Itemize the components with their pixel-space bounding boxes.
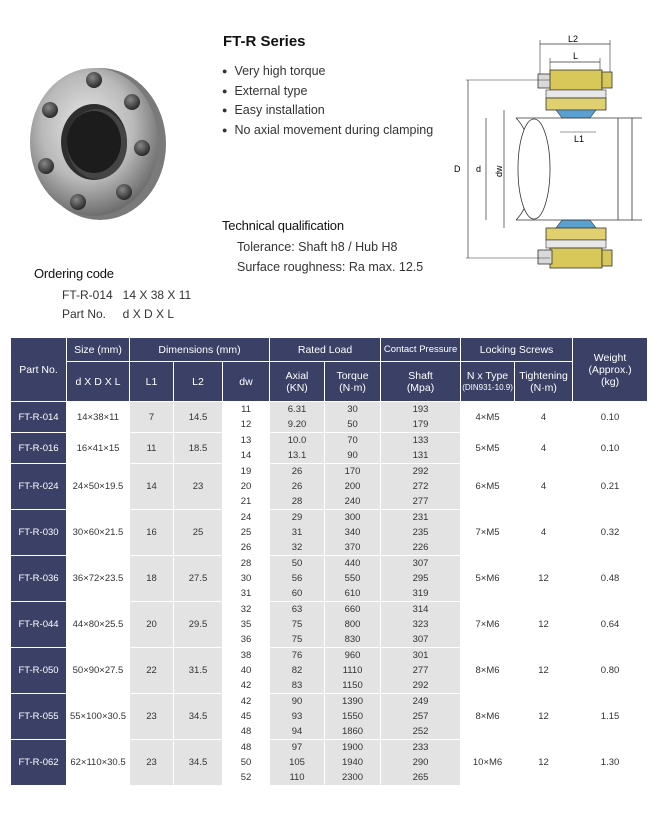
cell-l1: 22 <box>130 648 174 694</box>
cell-torque-value: 300 <box>344 512 361 523</box>
cell-axial <box>270 510 325 556</box>
cell-shaft-value: 277 <box>412 496 429 507</box>
header-part-no: Part No. <box>11 338 67 402</box>
header-axial: Axial (KN) <box>270 362 325 402</box>
cell-l1: 16 <box>130 510 174 556</box>
cell-axial-value: 50 <box>291 558 303 569</box>
cell-axial <box>270 602 325 648</box>
cell-dw-value: 52 <box>240 772 252 783</box>
cell-axial <box>270 464 325 510</box>
cell-screws: 7×M6 <box>461 602 515 648</box>
header-rated-load: Rated Load <box>270 338 381 362</box>
table-row <box>11 556 648 602</box>
cell-axial-value: 56 <box>291 573 303 584</box>
cell-weight: 0.48 <box>573 556 648 602</box>
cell-screws: 10×M6 <box>461 740 515 786</box>
bolt-head-bottom <box>538 250 552 264</box>
cell-dw <box>223 433 270 464</box>
cell-shaft-value: 292 <box>412 680 429 691</box>
cell-dw-value: 31 <box>240 588 252 599</box>
cell-screws: 6×M5 <box>461 464 515 510</box>
cell-size: 55×100×30.5 <box>67 694 130 740</box>
cell-dw-value: 13 <box>240 435 252 446</box>
cell-tightening: 12 <box>515 648 573 694</box>
cell-size: 36×72×23.5 <box>67 556 130 602</box>
cell-axial <box>270 402 325 433</box>
cell-shaft-value: 193 <box>412 404 429 415</box>
cell-tightening: 4 <box>515 433 573 464</box>
cell-size: 62×110×30.5 <box>67 740 130 786</box>
cell-torque <box>325 648 381 694</box>
feature-item: ● External type <box>222 82 433 102</box>
cell-axial-value: 94 <box>291 726 303 737</box>
cell-torque <box>325 602 381 648</box>
cell-shaft <box>381 694 461 740</box>
cell-l1: 7 <box>130 402 174 433</box>
cell-dw <box>223 740 270 786</box>
cell-tightening: 4 <box>515 510 573 556</box>
cell-part-no: FT-R-014 <box>11 402 67 433</box>
table-row <box>11 433 648 464</box>
cell-dw-value: 12 <box>240 419 252 430</box>
table-row <box>11 648 648 694</box>
feature-list <box>222 62 433 140</box>
cell-dw-value: 35 <box>240 619 252 630</box>
cell-shaft <box>381 602 461 648</box>
cell-l2: 14.5 <box>174 402 223 433</box>
cell-l1: 14 <box>130 464 174 510</box>
cell-screws: 5×M6 <box>461 556 515 602</box>
cell-weight: 0.10 <box>573 433 648 464</box>
cell-l2: 23 <box>174 464 223 510</box>
cell-torque <box>325 402 381 433</box>
cell-l1: 20 <box>130 602 174 648</box>
cell-axial-value: 75 <box>291 619 303 630</box>
cell-dw-value: 11 <box>241 404 251 415</box>
cell-torque-value: 90 <box>347 450 358 461</box>
cell-dw-value: 21 <box>240 496 252 507</box>
cell-torque-value: 830 <box>344 634 361 645</box>
cell-dw <box>223 464 270 510</box>
cell-dw-value: 19 <box>240 466 252 477</box>
spec-table-body <box>11 402 648 786</box>
cell-weight: 0.21 <box>573 464 648 510</box>
cell-torque-value: 1860 <box>341 726 364 737</box>
header-l2: L2 <box>174 362 223 402</box>
cell-torque-value: 1550 <box>341 711 364 722</box>
cell-axial <box>270 648 325 694</box>
cell-weight: 1.30 <box>573 740 648 786</box>
header-size: Size (mm) <box>67 338 130 362</box>
cell-torque <box>325 556 381 602</box>
cell-torque-value: 1390 <box>341 696 364 707</box>
cell-part-no: FT-R-016 <box>11 433 67 464</box>
series-title: FT-R Series <box>223 33 306 50</box>
cell-l2: 27.5 <box>174 556 223 602</box>
cell-part-no: FT-R-044 <box>11 602 67 648</box>
cell-axial-value: 63 <box>291 604 303 615</box>
feature-item: ● Very high torque <box>222 62 433 82</box>
label-dw: dw <box>494 165 504 177</box>
cell-size: 50×90×27.5 <box>67 648 130 694</box>
cell-dw <box>223 402 270 433</box>
ordering-line: FT-R-014 14 X 38 X 11 <box>62 288 192 302</box>
cell-shaft <box>381 510 461 556</box>
cell-shaft-value: 249 <box>412 696 429 707</box>
cell-torque-value: 240 <box>344 496 361 507</box>
cell-weight: 0.32 <box>573 510 648 556</box>
cell-shaft-value: 292 <box>412 466 429 477</box>
cell-torque-value: 660 <box>344 604 361 615</box>
cell-axial-value: 75 <box>291 634 303 645</box>
cell-dw-value: 42 <box>240 680 252 691</box>
cell-torque-value: 30 <box>347 404 358 415</box>
cell-part-no: FT-R-062 <box>11 740 67 786</box>
cell-shaft-value: 323 <box>412 619 429 630</box>
cell-shaft-value: 179 <box>412 419 429 430</box>
table-row <box>11 510 648 556</box>
cell-shaft-value: 307 <box>412 558 429 569</box>
table-row <box>11 464 648 510</box>
cell-torque <box>325 464 381 510</box>
cell-dw <box>223 648 270 694</box>
cell-screws: 7×M5 <box>461 510 515 556</box>
cell-axial-value: 32 <box>291 542 303 553</box>
cell-axial-value: 90 <box>291 696 303 707</box>
cell-dw-value: 30 <box>240 573 252 584</box>
table-row <box>11 740 648 786</box>
cell-shaft-value: 233 <box>412 742 429 753</box>
cell-torque-value: 1110 <box>342 665 363 676</box>
outer-ring-bottom <box>550 248 602 268</box>
cell-torque-value: 200 <box>344 481 361 492</box>
cell-part-no: FT-R-036 <box>11 556 67 602</box>
cell-axial-value: 28 <box>291 496 303 507</box>
cell-axial-value: 60 <box>291 588 303 599</box>
cone-top <box>556 110 596 118</box>
cell-torque-value: 960 <box>344 650 361 661</box>
cell-axial <box>270 433 325 464</box>
label-l: L <box>573 51 579 61</box>
cell-part-no: FT-R-050 <box>11 648 67 694</box>
cell-torque-value: 800 <box>344 619 361 630</box>
header-shaft: Shaft (Mpa) <box>381 362 461 402</box>
cell-torque <box>325 740 381 786</box>
cell-dw-value: 42 <box>240 696 252 707</box>
cell-torque-value: 70 <box>347 435 358 446</box>
cell-axial-value: 13.1 <box>287 450 307 461</box>
cell-torque-value: 1940 <box>341 757 364 768</box>
cell-weight: 0.10 <box>573 402 648 433</box>
cell-axial-value: 76 <box>291 650 303 661</box>
cell-shaft <box>381 433 461 464</box>
cell-weight: 0.64 <box>573 602 648 648</box>
cell-dw <box>223 694 270 740</box>
cell-dw-value: 20 <box>240 481 252 492</box>
cell-tightening: 4 <box>515 402 573 433</box>
cell-l2: 25 <box>174 510 223 556</box>
feature-item: ● Easy installation <box>222 101 433 121</box>
label-D: D <box>454 164 461 174</box>
feature-item: ● No axial movement during clamping <box>222 121 433 141</box>
cell-shaft-value: 277 <box>412 665 429 676</box>
cell-axial-value: 9.20 <box>287 419 307 430</box>
cell-axial-value: 29 <box>291 512 303 523</box>
table-row <box>11 602 648 648</box>
cell-axial-value: 83 <box>291 680 303 691</box>
cell-shaft-value: 235 <box>412 527 429 538</box>
cell-dw <box>223 510 270 556</box>
table-row <box>11 694 648 740</box>
cell-torque <box>325 510 381 556</box>
cell-screws: 8×M6 <box>461 648 515 694</box>
cell-l2: 31.5 <box>174 648 223 694</box>
cell-tightening: 4 <box>515 464 573 510</box>
ordering-line: Part No. d X D X L <box>62 307 175 321</box>
cell-shaft-value: 252 <box>412 726 429 737</box>
cell-weight: 1.15 <box>573 694 648 740</box>
cell-axial <box>270 694 325 740</box>
cell-axial-value: 82 <box>291 665 303 676</box>
cell-torque <box>325 433 381 464</box>
header-contact-pressure: Contact Pressure <box>381 338 461 362</box>
header-dw: dw <box>223 362 270 402</box>
cell-dw-value: 24 <box>240 512 252 523</box>
cell-dw-value: 40 <box>240 665 252 676</box>
ordering-title: Ordering code <box>34 266 114 281</box>
cell-torque-value: 170 <box>344 466 361 477</box>
header-weight: Weight (Approx.) (kg) <box>573 338 648 402</box>
cell-size: 24×50×19.5 <box>67 464 130 510</box>
spec-table <box>10 337 648 786</box>
cell-dw-value: 48 <box>240 726 252 737</box>
cell-size: 30×60×21.5 <box>67 510 130 556</box>
cell-axial-value: 26 <box>291 466 303 477</box>
cell-l2: 34.5 <box>174 740 223 786</box>
cell-tightening: 12 <box>515 694 573 740</box>
header-l1: L1 <box>130 362 174 402</box>
cell-torque-value: 2300 <box>341 772 364 783</box>
cell-shaft-value: 257 <box>412 711 429 722</box>
cross-section-diagram <box>446 30 646 290</box>
cell-size: 16×41×15 <box>67 433 130 464</box>
technical-title: Technical qualification <box>222 218 344 233</box>
cell-axial-value: 97 <box>291 742 303 753</box>
cell-axial-value: 110 <box>289 772 305 783</box>
cell-l2: 34.5 <box>174 694 223 740</box>
technical-lines <box>237 237 423 277</box>
cell-shaft-value: 307 <box>412 634 429 645</box>
cell-dw-value: 14 <box>240 450 252 461</box>
cell-screws: 5×M5 <box>461 433 515 464</box>
label-d: d <box>476 164 482 174</box>
cell-shaft-value: 319 <box>412 588 429 599</box>
cell-shaft-value: 272 <box>412 481 429 492</box>
cell-size: 14×38×11 <box>67 402 130 433</box>
cell-axial-value: 26 <box>291 481 303 492</box>
header-dimensions: Dimensions (mm) <box>130 338 270 362</box>
cell-shaft-value: 301 <box>412 650 429 661</box>
cell-shaft-value: 290 <box>412 757 429 768</box>
cell-weight: 0.80 <box>573 648 648 694</box>
table-row <box>11 402 648 433</box>
cell-torque-value: 610 <box>344 588 361 599</box>
cell-axial <box>270 556 325 602</box>
cell-dw-value: 45 <box>240 711 252 722</box>
cell-torque-value: 340 <box>344 527 361 538</box>
technical-line: Surface roughness: Ra max. 12.5 <box>237 260 424 274</box>
cell-part-no: FT-R-030 <box>11 510 67 556</box>
cell-shaft <box>381 740 461 786</box>
cell-shaft-value: 133 <box>412 435 429 446</box>
cell-shaft-value: 226 <box>412 542 429 553</box>
cell-dw-value: 36 <box>240 634 252 645</box>
cell-l1: 23 <box>130 740 174 786</box>
header-torque: Torque (N·m) <box>325 362 381 402</box>
cell-shaft-value: 295 <box>412 573 429 584</box>
cell-dw-value: 26 <box>240 542 252 553</box>
cell-torque-value: 50 <box>347 419 358 430</box>
technical-line: Tolerance: Shaft h8 / Hub H8 <box>237 240 398 254</box>
cell-torque-value: 1150 <box>342 680 363 691</box>
cell-l1: 11 <box>130 433 174 464</box>
header-locking-screws: Locking Screws <box>461 338 573 362</box>
label-l2: L2 <box>568 34 579 44</box>
product-photo <box>20 58 170 238</box>
header-nxtype: N x Type (DIN931-10.9) <box>461 362 515 402</box>
cell-shaft-value: 265 <box>412 772 429 783</box>
cell-part-no: FT-R-055 <box>11 694 67 740</box>
cell-tightening: 12 <box>515 556 573 602</box>
cell-torque-value: 550 <box>344 573 361 584</box>
cell-torque-value: 1900 <box>341 742 364 753</box>
cell-shaft <box>381 464 461 510</box>
cell-tightening: 12 <box>515 740 573 786</box>
cell-l2: 18.5 <box>174 433 223 464</box>
cell-shaft-value: 231 <box>412 512 429 523</box>
cell-dw-value: 28 <box>240 558 252 569</box>
cell-dw <box>223 602 270 648</box>
cell-axial-value: 93 <box>291 711 303 722</box>
header-dxdxl: d X D X L <box>67 362 130 402</box>
cell-shaft <box>381 402 461 433</box>
cell-l2: 29.5 <box>174 602 223 648</box>
cell-dw-value: 38 <box>240 650 252 661</box>
cell-shaft-value: 131 <box>412 450 429 461</box>
cell-torque-value: 440 <box>344 558 361 569</box>
cell-axial-value: 10.0 <box>287 435 307 446</box>
cell-shaft <box>381 556 461 602</box>
cell-torque <box>325 694 381 740</box>
cell-tightening: 12 <box>515 602 573 648</box>
label-l1: L1 <box>574 134 585 144</box>
cell-dw-value: 50 <box>240 757 252 768</box>
cell-part-no: FT-R-024 <box>11 464 67 510</box>
outer-ring-top <box>550 70 602 90</box>
cell-shaft-value: 314 <box>412 604 429 615</box>
cell-size: 44×80×25.5 <box>67 602 130 648</box>
cell-axial-value: 31 <box>291 527 303 538</box>
cell-axial <box>270 740 325 786</box>
cell-screws: 4×M5 <box>461 402 515 433</box>
cell-l1: 18 <box>130 556 174 602</box>
cone-bottom <box>556 220 596 228</box>
ordering-lines <box>62 286 191 324</box>
cell-l1: 23 <box>130 694 174 740</box>
cell-dw-value: 25 <box>240 527 252 538</box>
cell-dw-value: 48 <box>240 742 252 753</box>
cell-torque-value: 370 <box>344 542 361 553</box>
cell-screws: 8×M6 <box>461 694 515 740</box>
cell-dw <box>223 556 270 602</box>
cell-shaft <box>381 648 461 694</box>
header-tightening: Tightening (N·m) <box>515 362 573 402</box>
cell-axial-value: 6.31 <box>287 404 307 415</box>
cell-dw-value: 32 <box>240 604 252 615</box>
cell-axial-value: 105 <box>289 757 305 768</box>
